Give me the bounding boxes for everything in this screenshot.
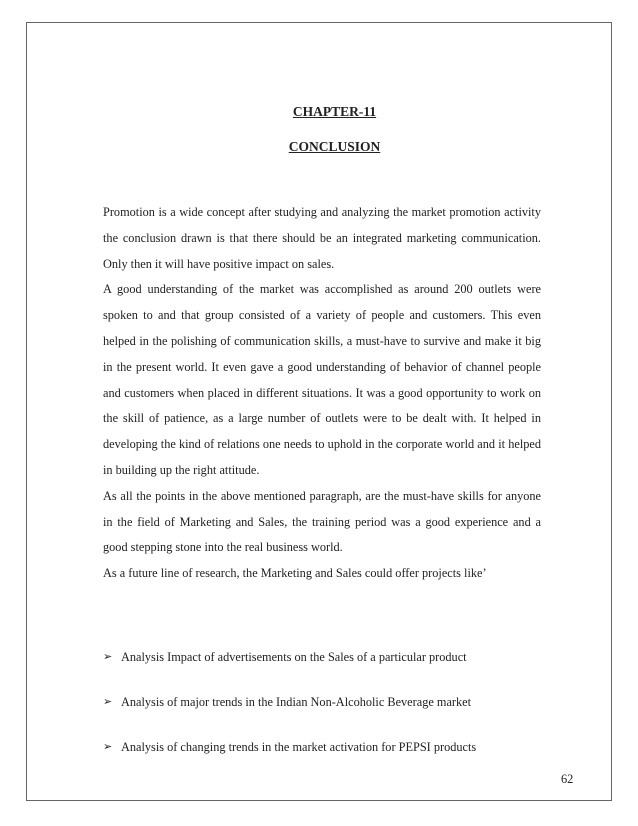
arrow-bullet-icon: ➢ [103, 740, 113, 753]
paragraph: As a future line of research, the Marketing and Sales could offer projects like’ [103, 566, 487, 581]
paragraph: Promotion is a wide concept after studying and analyzing the market promotion activity the conclusion drawn is that there should be an integrated marketing communication. Only then it will have positive impact on sales. [103, 205, 541, 271]
research-list [103, 647, 563, 782]
arrow-bullet-icon: ➢ [103, 695, 113, 708]
arrow-bullet-icon: ➢ [103, 650, 113, 663]
paragraph: As all the points in the above mentioned paragraph, are the must-have skills for anyone in the field of Marketing and Sales, the training period was a good experience and a good stepping stone into the real business world. [103, 488, 541, 555]
page-number: 62 [561, 772, 574, 786]
body-text [103, 200, 541, 587]
list-item-text: Analysis of changing trends in the market activation for PEPSI products [121, 740, 477, 754]
list-item-text: Analysis Impact of advertisements on the Sales of a particular product [121, 650, 467, 664]
list-item [103, 737, 563, 757]
list-item [103, 647, 563, 667]
list-item [103, 692, 563, 712]
section-title: CONCLUSION [288, 139, 381, 154]
paragraph: A good understanding of the market was accomplished as around 200 outlets were spoken to and that group consisted of a variety of people and customers. This even helped in the polishing of communication skills, a must-have to survive and make it big in the present world. It even gave a good understanding of behavior of channel people and customers when placed in different situations. It was a good opportunity to work on the skill of patience, as a large number of outlets were to be dealt with. It helped in developing the kind of relations one needs to uphold in the corporate world and it helped in building up the right attitude. [103, 282, 541, 477]
chapter-title: CHAPTER-11 [292, 104, 377, 119]
list-item-text: Analysis of major trends in the Indian Non-Alcoholic Beverage market [121, 695, 472, 709]
